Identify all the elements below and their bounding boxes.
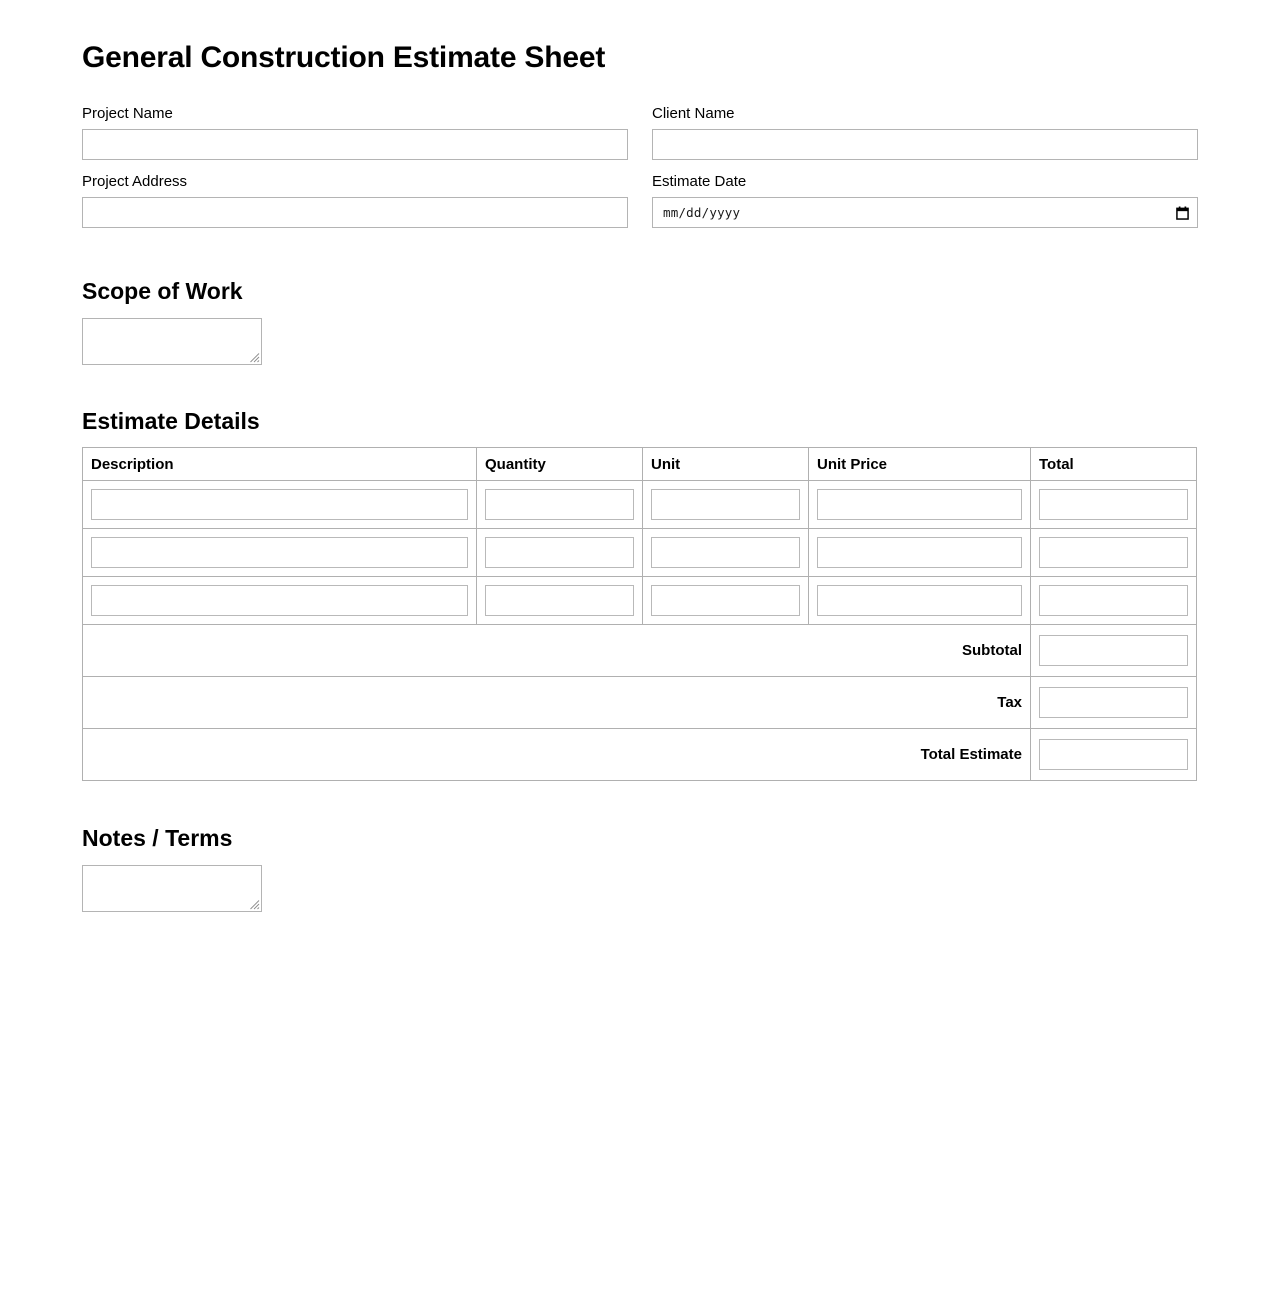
estimate-date-input[interactable] bbox=[652, 197, 1198, 228]
notes-terms-heading: Notes / Terms bbox=[82, 825, 233, 852]
estimate-date-label: Estimate Date bbox=[652, 173, 747, 190]
table-header bbox=[83, 448, 1197, 481]
cell-description bbox=[83, 529, 477, 577]
client-name-input[interactable] bbox=[652, 129, 1198, 160]
scope-of-work-heading: Scope of Work bbox=[82, 278, 243, 304]
subtotal-input[interactable] bbox=[1039, 635, 1188, 666]
cell-unit-price bbox=[809, 481, 1031, 529]
column-header-unit-price: Unit Price bbox=[809, 448, 1031, 481]
column-header-quantity: Quantity bbox=[477, 448, 643, 481]
notes-terms-section bbox=[82, 825, 1196, 917]
tax-row bbox=[83, 677, 1197, 729]
total-estimate-label: Total Estimate bbox=[83, 729, 1031, 781]
row-3-unit-input[interactable] bbox=[651, 585, 800, 616]
estimate-details-heading: Estimate Details bbox=[82, 407, 260, 434]
row-3-total-input[interactable] bbox=[1039, 585, 1188, 616]
row-2-total-input[interactable] bbox=[1039, 537, 1188, 568]
cell-tax-value bbox=[1031, 677, 1197, 729]
cell-description bbox=[83, 577, 477, 625]
tax-label: Tax bbox=[83, 677, 1031, 729]
table-row bbox=[83, 577, 1197, 625]
row-3-description-input[interactable] bbox=[91, 585, 468, 616]
project-address-label: Project Address bbox=[82, 173, 188, 190]
cell-unit-price bbox=[809, 529, 1031, 577]
cell-unit-price bbox=[809, 577, 1031, 625]
table-body bbox=[83, 481, 1197, 781]
row-3-unit-price-input[interactable] bbox=[817, 585, 1022, 616]
cell-total bbox=[1031, 577, 1197, 625]
field-estimate-date bbox=[652, 172, 1198, 228]
row-1-unit-price-input[interactable] bbox=[817, 489, 1022, 520]
cell-description bbox=[83, 481, 477, 529]
tax-input[interactable] bbox=[1039, 687, 1188, 718]
field-project-address bbox=[82, 172, 628, 228]
subtotal-label: Subtotal bbox=[83, 625, 1031, 677]
column-header-total: Total bbox=[1031, 448, 1197, 481]
row-3-quantity-input[interactable] bbox=[485, 585, 634, 616]
column-header-unit: Unit bbox=[643, 448, 809, 481]
scope-textarea-wrapper bbox=[82, 318, 262, 365]
client-name-label: Client Name bbox=[652, 105, 735, 122]
project-address-input[interactable] bbox=[82, 197, 628, 228]
row-2-description-input[interactable] bbox=[91, 537, 468, 568]
table-header-row bbox=[83, 448, 1197, 481]
total-estimate-row bbox=[83, 729, 1197, 781]
total-estimate-input[interactable] bbox=[1039, 739, 1188, 770]
scope-of-work-section bbox=[82, 278, 1196, 370]
project-info-form bbox=[82, 104, 1196, 240]
cell-total bbox=[1031, 481, 1197, 529]
cell-total bbox=[1031, 529, 1197, 577]
cell-unit bbox=[643, 529, 809, 577]
cell-total-estimate-value bbox=[1031, 729, 1197, 781]
cell-subtotal-value bbox=[1031, 625, 1197, 677]
notes-textarea-wrapper bbox=[82, 865, 262, 912]
field-project-name bbox=[82, 104, 628, 160]
notes-terms-textarea[interactable] bbox=[82, 865, 262, 912]
field-client-name bbox=[652, 104, 1198, 160]
row-2-quantity-input[interactable] bbox=[485, 537, 634, 568]
row-2-unit-input[interactable] bbox=[651, 537, 800, 568]
row-1-quantity-input[interactable] bbox=[485, 489, 634, 520]
table-row bbox=[83, 529, 1197, 577]
cell-quantity bbox=[477, 577, 643, 625]
cell-unit bbox=[643, 577, 809, 625]
row-1-total-input[interactable] bbox=[1039, 489, 1188, 520]
cell-quantity bbox=[477, 529, 643, 577]
project-name-input[interactable] bbox=[82, 129, 628, 160]
subtotal-row bbox=[83, 625, 1197, 677]
row-1-unit-input[interactable] bbox=[651, 489, 800, 520]
row-2-unit-price-input[interactable] bbox=[817, 537, 1022, 568]
scope-of-work-textarea[interactable] bbox=[82, 318, 262, 365]
calendar-icon[interactable] bbox=[1176, 206, 1189, 220]
cell-unit bbox=[643, 481, 809, 529]
estimate-details-section bbox=[82, 408, 1196, 782]
column-header-description: Description bbox=[83, 448, 477, 481]
row-1-description-input[interactable] bbox=[91, 489, 468, 520]
cell-quantity bbox=[477, 481, 643, 529]
page-title: General Construction Estimate Sheet bbox=[82, 41, 606, 74]
date-placeholder-text: mm/dd/yyyy bbox=[663, 205, 741, 220]
estimate-details-table bbox=[82, 447, 1197, 781]
table-row bbox=[83, 481, 1197, 529]
project-name-label: Project Name bbox=[82, 105, 173, 122]
